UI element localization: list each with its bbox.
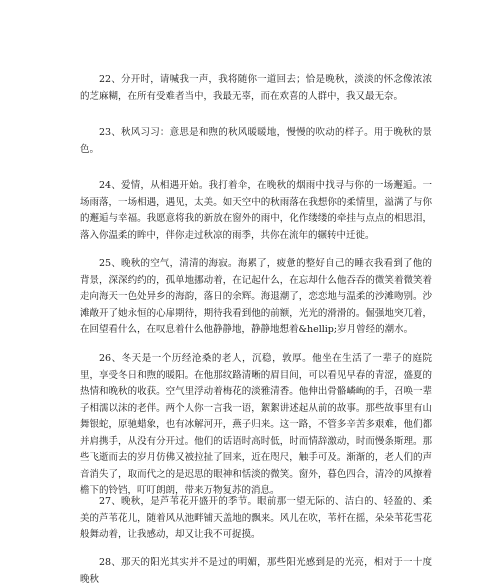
paragraph-24: 24、爱情，从相遇开始。我打着伞，在晚秋的烟雨中找寻与你的一场邂逅。一场雨落，一场相遇，遇见，太美。如天空中的秋雨落在我想你的柔情里，溢满了与你的邂逅与幸福。我愿意将我的新放在窗外的雨中，化作缕缕的牵挂与点点的相思泪，落入你温柔的眸中，伴你走过秋凉的雨季，共你在流年的辗转中迁徙。 bbox=[80, 180, 432, 241]
paragraph-27: 27、晚秋，是芦苇花开盛开的季节。眼前那一望无际的、洁白的、轻盈的、柔美的芦苇花儿，随着风从池畔铺天盖地的飘来。风儿在吹，苇杆在摇，朵朵苇花雪花般舞动着，让我感动，却又让我不可捉摸。 bbox=[80, 496, 432, 540]
paragraph-25: 25、晚秋的空气，清清的海寂。海累了，疲惫的整好自己的睡衣我看到了他的背景，深深约约的，孤单地挪动着，在记起什么，在忘却什么他吞吞的微笑着微笑着走向海天一色处异乡的海韵，落日的余辉。海退潮了，恋恋地与温柔的沙滩吻别。沙滩敞开了她永恒的心扉期待，期待我看到他的前额，光光的滑滑的。倔强地突兀着，在回望看什么，在叹息着什么他静静地，静静地想着&hellip;岁月曾经的潮水。 bbox=[80, 258, 432, 335]
paragraph-23: 23、秋风习习：意思是和煦的秋风暖暖地，慢慢的吹动的样子。用于晚秋的景色。 bbox=[80, 127, 432, 155]
paragraph-26: 26、冬天是一个历经沧桑的老人，沉稳，敦厚。他坐在生活了一辈子的庭院里，享受冬日和煦的暖阳。在他那纹路清晰的眉目间，可以看见早春的青涩，盛夏的热情和晚秋的收获。空气里浮动着梅花的淡雅清香。他伸出骨骼嶙峋的手，召唤一辈子相濡以沫的老伴。两个人你一言我一语，絮絮讲述起从前的故事。那些故事里有山舞银蛇，原驰蜡象，也有冰解河开，燕子归来。这一路，不管多辛苦多艰难，他们都并肩携手，从没有分开过。他们的话语时高时低，时而情辞激动，时而慢条斯理。那些飞逝而去的岁月仿佛又被拉扯了回来，近在咫尺，触手可及。渐渐的，老人们的声音消失了，取而代之的是迟思的眼神和恬淡的微笑。窗外，暮色四合，清冷的风撩着檐下的铃铛，叮叮朗朗，带来万物复苏的消息。 bbox=[80, 353, 432, 496]
paragraph-22: 22、分开时，请喊我一声，我将随你一道回去；恰是晚秋，淡淡的怀念像浓浓的芝麻糊，在所有受难者当中，我最无辜，而在欢喜的人群中，我又最无奈。 bbox=[80, 74, 432, 102]
paragraph-28: 28、那天的阳光其实并不是过的明媚，那些阳光感到是的光亮，相对于一十度晚秋 bbox=[80, 557, 432, 585]
